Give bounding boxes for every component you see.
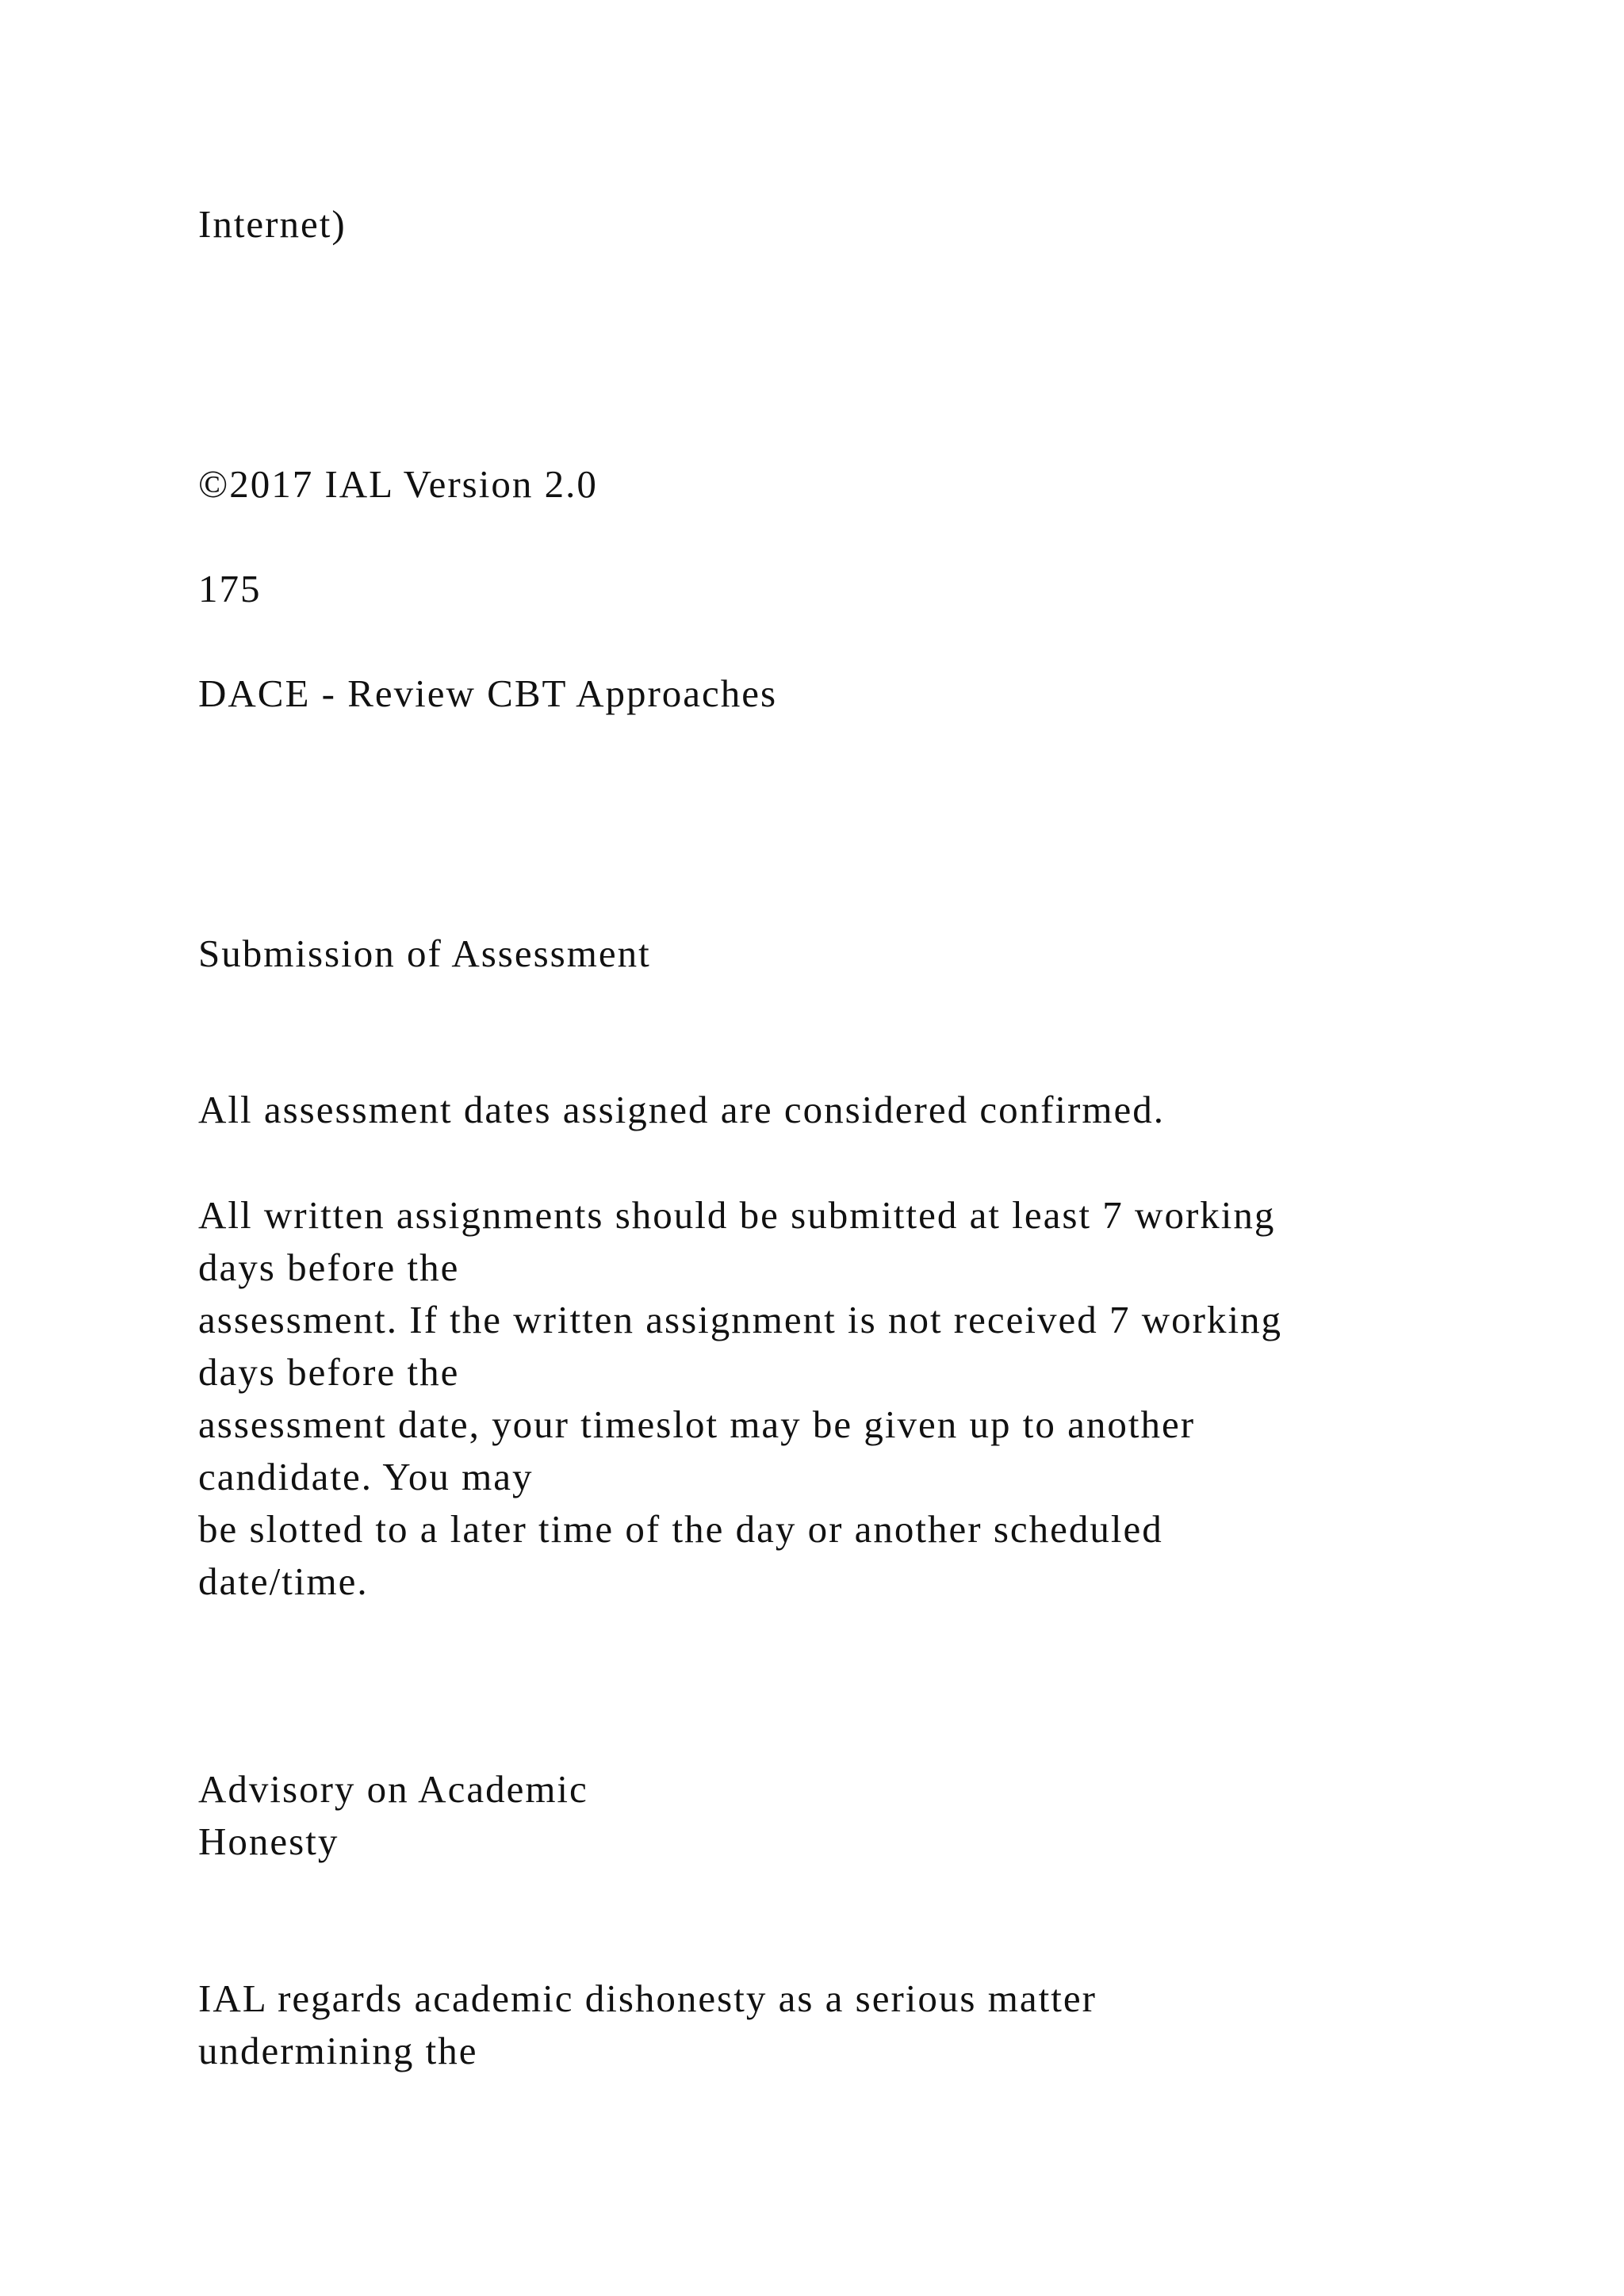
- academic-honesty-paragraph-line: IAL regards academic dishonesty as a serious matter: [198, 1976, 1097, 2020]
- submission-paragraph-2-line: candidate. You may: [198, 1455, 534, 1498]
- submission-paragraph-2-line: days before the: [198, 1350, 460, 1394]
- submission-paragraph-2-line: assessment date, your timeslot may be given up to another: [198, 1402, 1196, 1446]
- academic-honesty-heading-line: Honesty: [198, 1820, 339, 1863]
- academic-honesty-heading-line: Advisory on Academic: [198, 1767, 588, 1811]
- page-number: 175: [198, 567, 262, 610]
- copyright-notice: ©2017 IAL Version 2.0: [198, 462, 598, 506]
- academic-honesty-paragraph-line: undermining the: [198, 2029, 478, 2072]
- submission-paragraph-2-line: be slotted to a later time of the day or another scheduled: [198, 1507, 1163, 1551]
- submission-paragraph-2-line: assessment. If the written assignment is not received 7 working: [198, 1298, 1283, 1341]
- submission-heading: Submission of Assessment: [198, 932, 651, 975]
- submission-paragraph-2-line: All written assignments should be submitted at least 7 working: [198, 1193, 1276, 1237]
- submission-paragraph-2-line: date/time.: [198, 1559, 369, 1603]
- submission-paragraph-2-line: days before the: [198, 1246, 460, 1289]
- submission-paragraph-1: All assessment dates assigned are considered confirmed.: [198, 1088, 1165, 1131]
- course-title: DACE - Review CBT Approaches: [198, 672, 778, 715]
- continued-text-fragment: Internet): [198, 202, 347, 246]
